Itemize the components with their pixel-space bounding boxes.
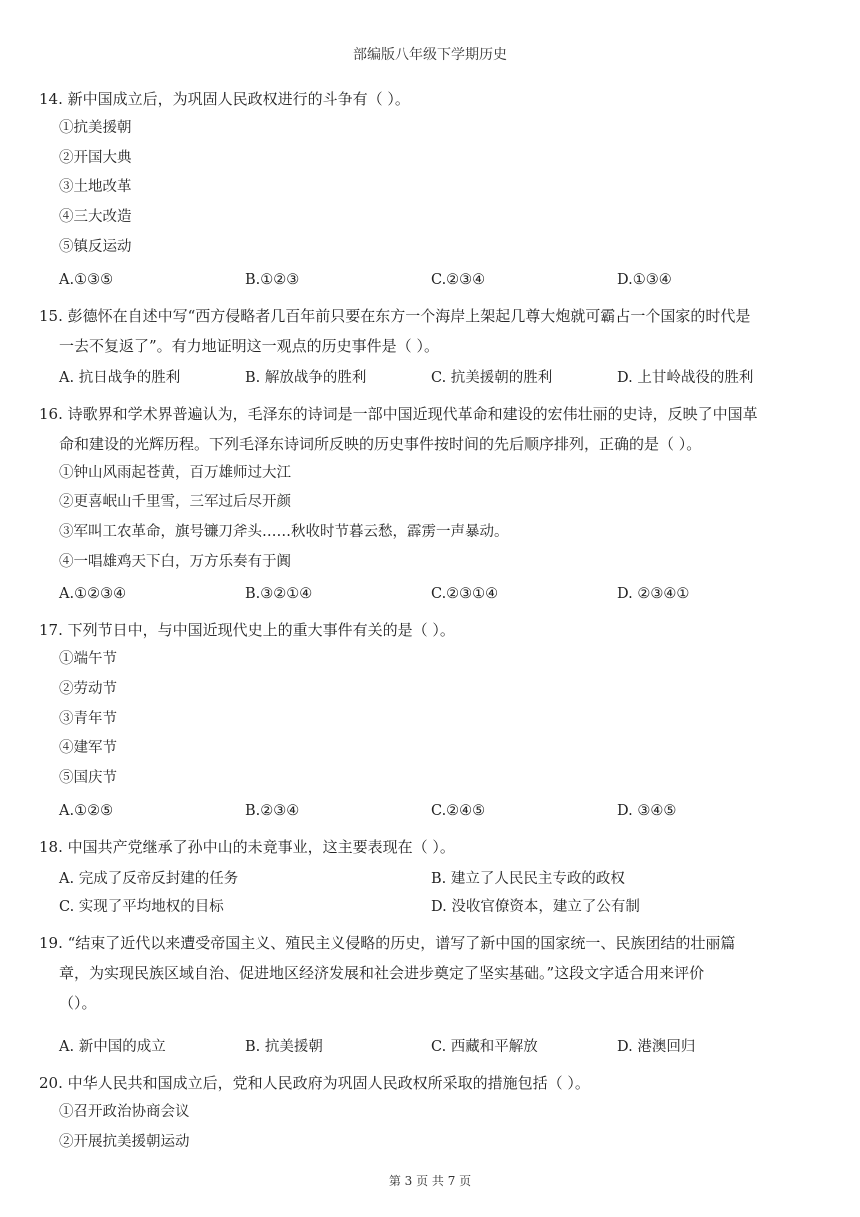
choice-a: A.①②⑤ (59, 802, 114, 819)
question-stem: 14. 新中国成立后，为巩固人民政权进行的斗争有（ ）。 (39, 90, 410, 108)
question-list (39, 84, 829, 1164)
choice-d: D. 没收官僚资本，建立了公有制 (431, 898, 640, 915)
question-15 (39, 301, 829, 392)
choice-d: D. ③④⑤ (617, 802, 677, 819)
question-20 (39, 1068, 829, 1157)
statement-item: ①端午节 (59, 651, 117, 668)
choice-b: B.②③④ (245, 802, 300, 819)
poem-item: ④一唱雄鸡天下白，万方乐奏有于阗 (59, 553, 291, 570)
question-number: 15. (39, 306, 63, 325)
choice-a: A.①③⑤ (59, 271, 114, 288)
statement-item: ③土地改革 (59, 179, 132, 196)
question-17 (39, 615, 829, 825)
answer-choices (59, 865, 829, 921)
choice-a: A. 新中国的成立 (59, 1038, 166, 1055)
question-number: 19. (39, 933, 63, 952)
statement-item: ④三大改造 (59, 209, 132, 226)
choice-a: A.①②③④ (59, 586, 127, 603)
spacer (39, 1018, 829, 1030)
question-stem: 18. 中国共产党继承了孙中山的未竟事业，这主要表现在（ ）。 (39, 837, 455, 856)
answer-choices (59, 1033, 829, 1061)
answer-choices (59, 580, 829, 608)
choice-d: D. 上甘岭战役的胜利 (617, 369, 754, 386)
choice-c: C. 实现了平均地权的目标 (59, 898, 224, 915)
choice-c: C.②③①④ (431, 586, 499, 603)
answer-choices (59, 266, 829, 294)
choice-a: A. 完成了反帝反封建的任务 (59, 870, 239, 887)
choice-c: C.②③④ (431, 271, 486, 288)
statement-item: ⑤国庆节 (59, 770, 117, 787)
choice-a: A. 抗日战争的胜利 (59, 369, 181, 386)
page-header: 部编版八年级下学期历史 (353, 47, 507, 63)
question-18 (39, 832, 829, 921)
question-stem: 20. 中华人民共和国成立后，党和人民政府为巩固人民政权所采取的措施包括（ ）。 (39, 1073, 590, 1092)
statement-item: ①召开政治协商会议 (59, 1103, 190, 1120)
question-number: 16. (39, 404, 63, 423)
question-number: 18. (39, 837, 63, 856)
question-16 (39, 399, 829, 609)
question-stem: 17. 下列节日中，与中国近现代史上的重大事件有关的是（ ）。 (39, 621, 455, 640)
choice-b: B. 建立了人民民主专政的政权 (431, 870, 625, 887)
question-number: 20. (39, 1073, 63, 1092)
choice-b: B. 解放战争的胜利 (245, 369, 367, 386)
statement-item: ④建军节 (59, 740, 117, 757)
statement-item: ②开展抗美援朝运动 (59, 1133, 190, 1150)
question-number: 17. (39, 621, 63, 640)
choice-d: D.①③④ (617, 271, 672, 288)
statement-item: ②开国大典 (59, 149, 132, 166)
question-number: 14. (39, 90, 63, 108)
question-14 (39, 84, 829, 294)
choice-b: B. 抗美援朝 (245, 1038, 323, 1055)
choice-c: C. 抗美援朝的胜利 (431, 369, 553, 386)
choice-b: B.①②③ (245, 271, 300, 288)
choice-d: D. ②③④① (617, 586, 690, 603)
answer-choices (59, 364, 829, 392)
statement-item: ①抗美援朝 (59, 120, 132, 136)
question-stem: 16. 诗歌界和学术界普遍认为，毛泽东的诗词是一部中国近现代革命和建设的宏伟壮丽的史诗，反映了中国革 命和建设的光辉历程。下列毛泽东诗词所反映的历史事件按时间的先后顺序排列，正确的是（ ）。 (39, 404, 758, 453)
poem-item: ①钟山风雨起苍黄，百万雄师过大江 (59, 464, 291, 481)
question-stem: 19. “结束了近代以来遭受帝国主义、殖民主义侵略的历史，谱写了新中国的国家统一、民族团结的壮丽篇 章，为实现民族区域自治、促进地区经济发展和社会进步奠定了坚实基础。”这段文字适合用来评价 （）。 (39, 933, 736, 1012)
choice-b: B.③②①④ (245, 586, 313, 603)
question-19 (39, 928, 829, 1061)
choice-d: D. 港澳回归 (617, 1038, 696, 1055)
poem-item: ②更喜岷山千里雪，三军过后尽开颜 (59, 494, 291, 511)
statement-item: ⑤镇反运动 (59, 238, 132, 255)
choice-c: C. 西藏和平解放 (431, 1038, 538, 1055)
answer-choices (59, 797, 829, 825)
choice-c: C.②④⑤ (431, 802, 486, 819)
statement-item: ②劳动节 (59, 681, 117, 698)
statement-item: ③青年节 (59, 710, 117, 727)
poem-item: ③军叫工农革命，旗号镰刀斧头……秋收时节暮云愁，霹雳一声暴动。 (59, 523, 509, 540)
page-footer: 第 3 页 共 7 页 (388, 1174, 472, 1188)
question-stem: 15. 彭德怀在自述中写“西方侵略者几百年前只要在东方一个海岸上架起几尊大炮就可霸占一个国家的时代是 一去不复返了”。有力地证明这一观点的历史事件是（ ）。 (39, 306, 751, 355)
